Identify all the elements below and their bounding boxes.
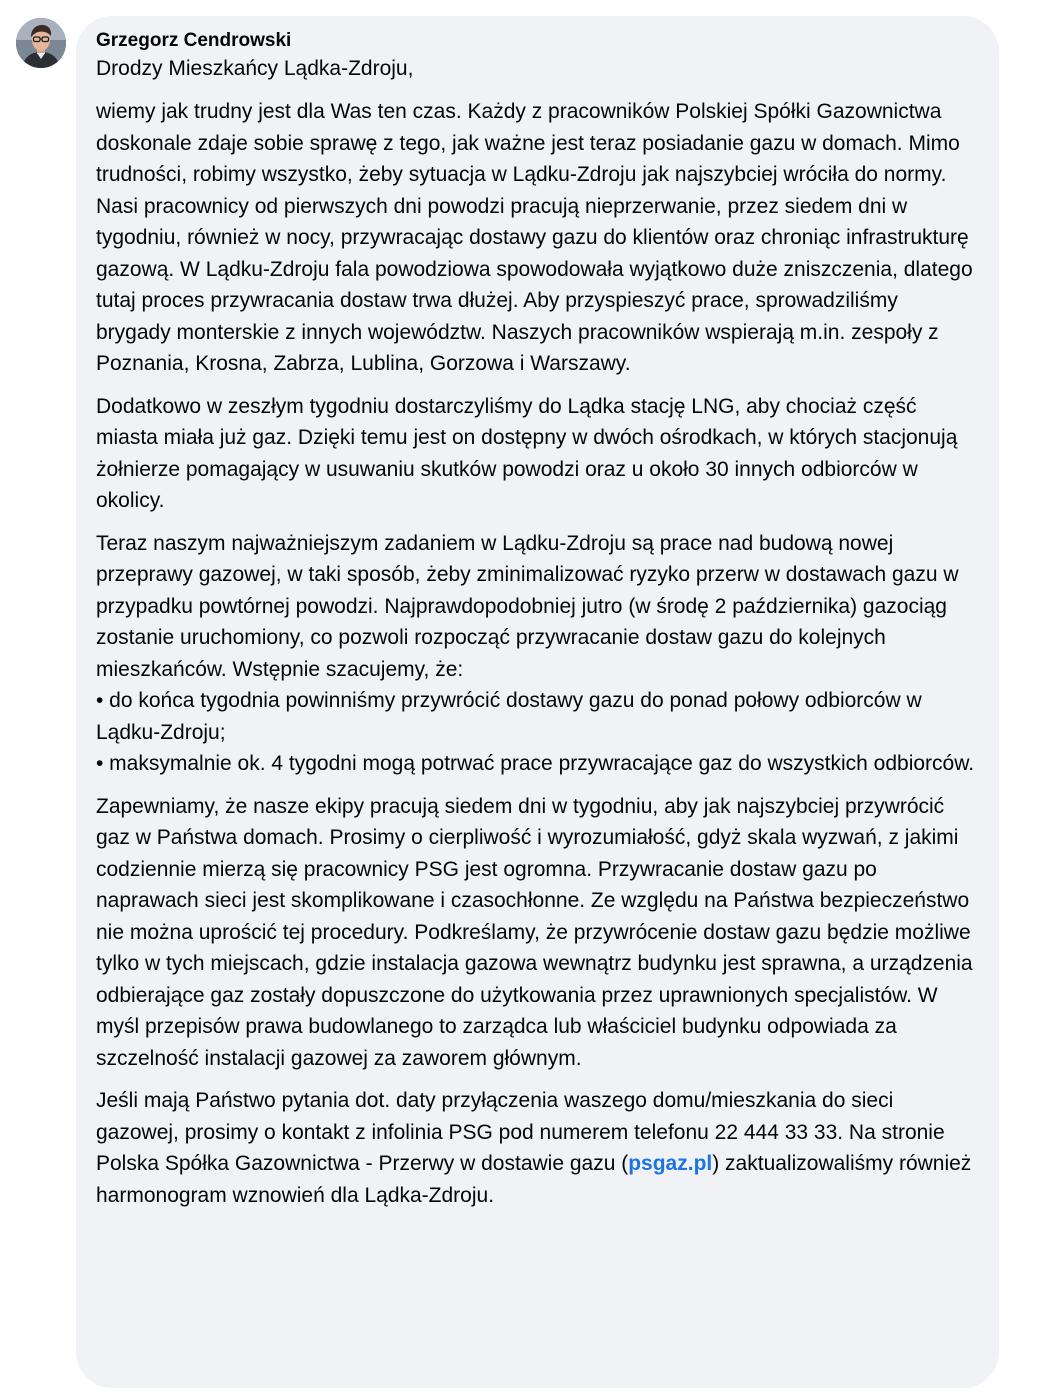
- avatar[interactable]: [16, 18, 66, 68]
- paragraph-5-text-before: Jeśli mają Państwo pytania dot. daty przyłączenia waszego domu/mieszkania do sieci gazowej, prosimy o kontakt z infolinia PSG pod numerem telefonu 22 444 33 33. Na stronie Polska Spółka Gazownictwa - Przerwy w dostawie gazu (: [96, 1089, 951, 1175]
- comment-paragraph-5: [96, 1085, 977, 1211]
- comment-greeting: Drodzy Mieszkańcy Lądka-Zdroju,: [96, 57, 414, 80]
- paragraph-5-text-after: ) zaktualizowaliśmy również harmonogram wznowień dla Lądka-Zdroju.: [96, 1152, 978, 1207]
- comment-paragraph-4: Zapewniamy, że nasze ekipy pracują siedem dni w tygodniu, aby jak najszybciej przywrócić gaz w Państwa domach. Prosimy o cierpliwość i wyrozumiałość, gdyż skala wyzwań, z jakimi codziennie mierzą się pracownicy PSG jest ogromna. Przywracanie dostaw gazu po naprawach sieci jest skomplikowane i czasochłonne. Ze względu na Państwa bezpieczeństwo nie można uprościć tej procedury. Podkreślamy, że przywrócenie dostaw gazu będzie możliwe tylko w tych miejscach, gdzie instalacja gazowa wewnątrz budynku jest sprawna, a urządzenia odbierające gaz zostały dopuszczone do użytkowania przez uprawnionych specjalistów. W myśl przepisów prawa budowlanego to zarządca lub właściciel budynku odpowiada za szczelność instalacji gazowej za zaworem głównym.: [96, 794, 979, 1070]
- comment-author[interactable]: Grzegorz Cendrowski: [96, 30, 292, 51]
- psgaz-link[interactable]: psgaz.pl: [628, 1152, 713, 1175]
- comment-bubble: [76, 16, 999, 1388]
- avatar-photo-icon: [16, 18, 66, 68]
- comment-paragraph-2: Dodatkowo w zeszłym tygodniu dostarczyliśmy do Lądka stację LNG, aby chociaż część miasta miała już gaz. Dzięki temu jest on dostępny w dwóch ośrodkach, w których stacjonują żołnierze pomagający w usuwaniu skutków powodzi oraz u około 30 innych odbiorców w okolicy.: [96, 394, 964, 512]
- comment-paragraph-3: Teraz naszym najważniejszym zadaniem w Lądku-Zdroju są prace nad budową nowej przeprawy gazowej, w taki sposób, żeby zminimalizować ryzyko przerw w dostawach gazu w przypadku powtórnej powodzi. Najprawdopodobniej jutro (w środę 2 października) gazociąg zostanie uruchomiony, co pozwoli rozpocząć przywracanie dostaw gazu do kolejnych mieszkańców. Wstępnie szacujemy, że: • do końca tygodnia powinniśmy przywrócić dostawy gazu do ponad połowy odbiorców w Lądku-Zdroju; • maksymalnie ok. 4 tygodni mogą potrwać prace przywracające gaz do wszystkich odbiorców.: [96, 531, 975, 775]
- comment-paragraph-1: wiemy jak trudny jest dla Was ten czas. Każdy z pracowników Polskiej Spółki Gazownictwa doskonale zdaje sobie sprawę z tego, jak ważne jest teraz posiadanie gazu w domach. Mimo trudności, robimy wszystko, żeby sytuacja w Lądku-Zdroju jak najszybciej wróciła do normy. Nasi pracownicy od pierwszych dni powodzi pracują nieprzerwanie, przez siedem dni w tygodniu, również w nocy, przywracając dostawy gazu do klientów oraz chroniąc infrastrukturę gazową. W Lądku-Zdroju fala powodziowa spowodowała wyjątkowo duże zniszczenia, dlatego tutaj proces przywracania dostaw trwa dłużej. Aby przyspieszyć prace, sprowadziliśmy brygady monterskie z innych województw. Naszych pracowników wspierają m.in. zespoły z Poznania, Krosna, Zabrza, Lublina, Gorzowa i Warszawy.: [96, 100, 979, 375]
